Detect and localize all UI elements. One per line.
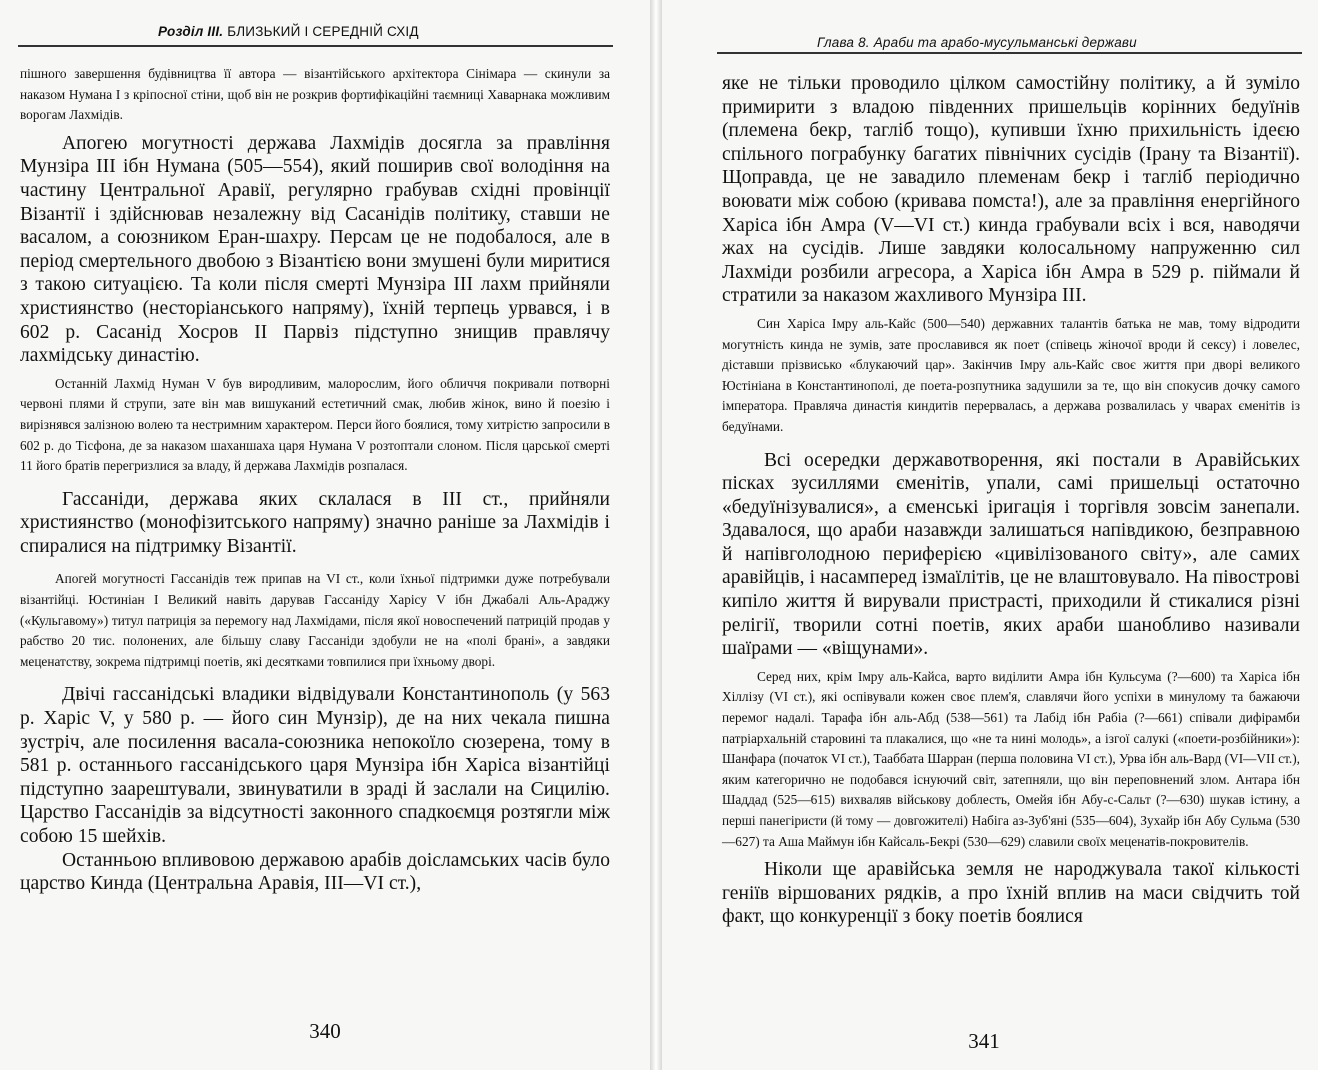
body-paragraph: Ніколи ще аравійська земля не народжувала такої кількості геніїв віршованих рядків, а про їхній вплив на маси свідчить той факт, що конкуренції з боку поетів боялися bbox=[722, 859, 1300, 928]
header-rule bbox=[717, 52, 1302, 54]
body-paragraph: Гассаніди, держава яких склалася в III ст., прийняли християнство (монофізитського напряму) значно раніше за Лахмідів і спиралися на підтримку Візантії. bbox=[20, 488, 610, 557]
section-label: Розділ III. bbox=[158, 24, 224, 39]
small-paragraph: Останній Лахмід Нуман V був виродливим, малорослим, його обличчя покривали потворні червоні плями й струпи, зате він мав вишуканий естетичний смак, любив жінок, вино й поезію і вирізнявся залізною волею та нестримним характером. Перси його боялися, тому хитрістю запросили в 602 р. до Тісфона, де за наказом шаханшаха царя Нумана V розтоптали слоном. Після царської смерті 11 його братів перегризлися за владу, й держава Лахмідів розпалася. bbox=[20, 375, 610, 474]
small-paragraph: Апогей могутності Гассанідів теж припав на VI ст., коли їхньої підтримки дуже потребували візантійці. Юстиніан І Великий навіть дарував Гассаніду Харісу V ібн Джабалі Аль-Араджу («Кульгавому») титул патриція за перемогу над Лахмідами, після якої новоспечений патрицій продав у рабство 20 тис. полонених, але більшу славу Гассаніди здобули не на «полі брані», а завдяки меценатству, зокрема підтримці поетів, які десятками товпилися при їхньому дворі. bbox=[20, 571, 610, 669]
section-title: БЛИЗЬКИЙ І СЕРЕДНІЙ СХІД bbox=[227, 24, 419, 39]
body-paragraph: Всі осередки державотворення, які постали в Аравійських пісках зусиллями єменітів, упали, самі пришельці остаточно «бедуїнізувалися», а єменські іригація і торгівля зовсім занепали. Здавалося, що араби назавжди залишаться напівдикою, безправною й напівголодною периферією «цивілізованого світу», але самих аравійців, і насамперед ізмаїлітів, це не влаштовувало. На півострові кипіло життя й вирували пристрасті, приходили й стикалися різні релігії, творили сотні поетів, яких араби шанобливо називали шаїрами — «віщунами». bbox=[722, 449, 1300, 660]
small-paragraph: пішного завершення будівництва її автора — візантійського архітектора Сінімара — скинули за наказом Нумана І з кріпосної стіни, щоб він не розкрив фортифікаційні таємниці Хаварнака можливим ворогам Лахмідів. bbox=[20, 66, 610, 123]
body-paragraph: яке не тільки проводило цілком самостійну політику, а й зуміло примирити з владою південних пришельців корінних бедуїнів (племена бекр, тагліб тощо), купивши їхню прихильність ідеєю спільного пограбунку багатих північних сусідів (Ірану та Візантії). Щоправда, це не завадило племенам бекр і тагліб періодично воювати між собою (кривава помста!), але за правління енергійного Харіса ібн Амра (V—VI ст.) кинда грабували всіх і вся, наводячи жах на сусідів. Лише завдяки колосальному напруженню сил Лахміди розбили агресора, а Харіса ібн Амра в 529 р. піймали й стратили за наказом жахливого Мунзіра III. bbox=[722, 73, 1300, 307]
small-paragraph: Син Харіса Імру аль-Кайс (500—540) державних талантів батька не мав, тому відродити могутність кинда не зумів, зате прославився як поет (співець жіночої вроди й сексу) і ловелес, діставши прізвисько «блукаючий цар». Закінчив Імру аль-Кайс своє життя при дворі великого Юстініана в Константинополі, де поета-розпутника задушили за те, що він спокусив дочку самого імператора. Правляча династія киндитів перервалась, а держава розвалилась у чварах єменітів із бедуїнами. bbox=[722, 315, 1300, 434]
right-running-head bbox=[817, 35, 1137, 59]
book-gutter bbox=[650, 0, 662, 1070]
left-text-column bbox=[20, 64, 610, 896]
body-paragraph: Апогею могутності держава Лахмідів досягла за правління Мунзіра III ібн Нумана (505—554), який поширив свої володіння на частину Центральної Аравії, регулярно грабував східні провінції Візантії і здійснював незалежну від Сасанідів політику, ставши не васалом, а союзником Еран-шахру. Персам це не подобалося, але в період смертельного двобою з Візантією вони змушені були миритися з такою ситуацією. Та коли після смерті Мунзіра III лахм прийняли християнство (несторіанського напряму), їхній терпець урвався, і в 602 р. Сасанід Хосров II Парвіз підступно знищив правлячу лахмідську династію. bbox=[20, 132, 610, 367]
header-rule bbox=[18, 45, 613, 47]
body-paragraph: Двічі гассанідські владики відвідували Константинополь (у 563 р. Харіс V, у 580 р. — його син Мунзір), де на них чекала пишна зустріч, але посилення васала-союзника непокоїло сюзерена, тому в 581 р. останнього гассанідського царя Мунзіра ібн Харіса візантійці підступно заарештували, звинуватили в зраді й заслали на Сицилію. Царство Гассанідів за відсутності законного спадкоємця розтягли між собою 15 шейхів. bbox=[20, 684, 610, 847]
chapter-label: Глава 8. bbox=[817, 35, 870, 50]
body-paragraph: Останньою впливовою державою арабів доісламських часів було царство Кинда (Центральна Аравія, III—VI ст.), bbox=[20, 849, 610, 895]
page-number: 340 bbox=[309, 1019, 341, 1043]
page-number: 341 bbox=[968, 1029, 1000, 1053]
right-text-column bbox=[722, 72, 1300, 929]
chapter-title: Араби та арабо-мусульманські держави bbox=[873, 35, 1137, 50]
left-page bbox=[0, 0, 650, 1070]
small-paragraph: Серед них, крім Імру аль-Кайса, варто виділити Амра ібн Кульсума (?—600) та Харіса ібн Хіллізу (VI ст.), які оспівували кожен своє плем'я, славлячи його успіхи в минулому та бажаючи перемог надалі. Тарафа ібн аль-Абд (538—561) та Лабід ібн Рабіа (?—661) співали дифірамби патріархальній старовині та плакалися, що «не та нині молодь», а ізгої салукі («поети-розбійники»): Шанфара (початок VI ст.), Тааббата Шарран (перша половина VI ст.), Урва ібн аль-Вард (VI—VII ст.), яким категорично не подобався існуючий світ, затепняли, що він переповнений злом. Антара ібн Шаддад (525—615) вихваляв військову доблесть, Омейя ібн Абу-с-Сальт (?—630) шукав істину, а перші панегіристи (й тому — довгожителі) Набіга аз-Зуб'яні (535—604), Зухайр ібн Абу Сульма (530—627) та Аша Маймун ібн Кайсаль-Бекрі (530—629) славили своїх меценатів-покровителів. bbox=[722, 668, 1300, 849]
right-page bbox=[662, 0, 1318, 1070]
